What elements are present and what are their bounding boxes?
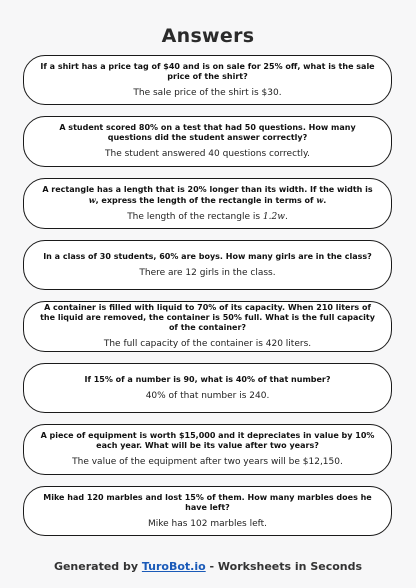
answer-card [23, 240, 392, 290]
answer-text: 40% of that number is 240. [145, 390, 270, 401]
question-text: If a shirt has a price tag of $40 and is on sale for 25% off, what is the sale price of the shirt? [40, 61, 375, 81]
question-text-part: . [323, 195, 327, 205]
answer-card [23, 301, 392, 352]
answer-text [38, 211, 377, 223]
answer-card [23, 178, 392, 229]
question-text: A student scored 80% on a test that had 50 questions. How many questions did the student answer correctly? [59, 123, 356, 142]
answer-text: There are 12 girls in the class. [139, 267, 276, 278]
answer-text: The full capacity of the container is 420 liters. [103, 339, 312, 349]
answer-card [23, 116, 392, 167]
brand-link[interactable]: TuroBot.io [141, 560, 206, 573]
question-text-part: , express the length of the rectangle in terms of [95, 195, 317, 205]
answer-text-part: . [284, 211, 288, 222]
page-title: Answers [161, 25, 255, 47]
question-text: If 15% of a number is 90, what is 40% of that number? [84, 374, 331, 384]
math-variable: w [316, 194, 324, 205]
question-text: A piece of equipment is worth $15,000 and it depreciates in value by 10% each year. What will be its value after two years? [40, 431, 375, 450]
footer-prefix: Generated by [53, 560, 142, 573]
answer-text: The sale price of the shirt is $30. [133, 87, 282, 98]
answer-text: The student answered 40 questions correctly. [105, 149, 310, 159]
answer-text-part: The length of the rectangle is [127, 211, 263, 222]
answer-card [23, 424, 392, 475]
answer-card [23, 363, 392, 413]
answer-text: The value of the equipment after two years will be $12,150. [72, 457, 343, 467]
question-text: A container is filled with liquid to 70% of its capacity. When 210 liters of the liquid are removed, the container is 50% full. What is the full capacity of the container? [40, 303, 375, 332]
question-text: In a class of 30 students, 60% are boys. How many girls are in the class? [43, 251, 372, 261]
question-text: Mike had 120 marbles and lost 15% of them. How many marbles does he have left? [43, 492, 372, 512]
math-variable: w [88, 194, 96, 205]
footer-suffix: - Worksheets in Seconds [205, 560, 363, 573]
answer-card [23, 55, 392, 105]
math-expression: 1.2w [262, 211, 285, 222]
answer-card [23, 486, 392, 536]
footer [0, 560, 416, 573]
answer-text: Mike has 102 marbles left. [147, 518, 268, 529]
answer-list [23, 55, 392, 547]
question-text-part: A rectangle has a length that is 20% longer than its width. If the width is [42, 184, 373, 194]
question-text [38, 185, 377, 206]
